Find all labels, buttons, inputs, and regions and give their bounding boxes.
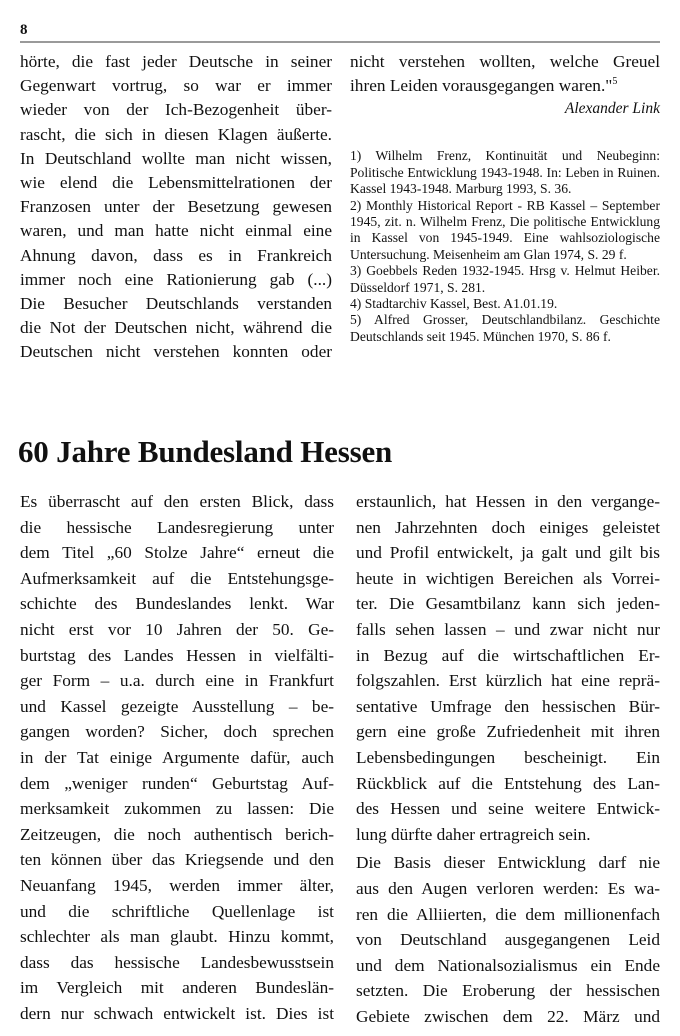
- text-line: nicht verstehen wollten, welche Greuel: [350, 52, 660, 71]
- text-line: in der Tat einige Argumente dafür, auch: [20, 747, 334, 767]
- text-line: ren die Alliierten, die dem millionenfach: [356, 904, 660, 924]
- text-line: Lebensbedingungen bescheinigt. Ein: [356, 747, 660, 767]
- text-line: und Kassel gezeigte Ausstellung – be-: [20, 696, 334, 716]
- text-line: Gegenwart vortrug, so war er immer: [20, 76, 332, 96]
- text-line: und Profil entwickelt, ja galt und gilt bis: [356, 543, 660, 563]
- text-line: gern eine große Zufriedenheit mit ihren: [356, 722, 660, 742]
- text-line: Gebiete zwischen dem 22. März und: [356, 1006, 660, 1026]
- footnotes: [350, 148, 660, 345]
- text-line: merksamkeit zukommen zu lassen: Die: [20, 799, 334, 819]
- text-line: im Vergleich mit anderen Bundeslän-: [20, 978, 334, 998]
- text-line: Neuanfang 1945, werden immer älter,: [20, 875, 334, 895]
- text-line: Rückblick auf die Entstehung des Lan-: [356, 773, 660, 793]
- text-line: Zeitzeugen, die noch authentisch berich-: [20, 824, 334, 844]
- text-line: die hessische Landesregierung unter: [20, 517, 334, 537]
- text-line: aus den Augen verloren werden: Es wa-: [356, 878, 660, 898]
- footnote: 2) Monthly Historical Report - RB Kassel – September 1945, zit. n. Wilhelm Frenz, Die politische Entwicklung in Kassel von 1945-1949. Eine wahlsoziologische Untersuchung. Meisenheim am Glan 1974, S. 29 f.: [350, 197, 660, 262]
- text-line: erstaunlich, hat Hessen in den vergange-: [356, 492, 660, 511]
- text-line: dern nur schwach entwickelt ist. Dies ist: [20, 1003, 334, 1023]
- text-line: und dem Nationalsozialismus ein Ende: [356, 955, 660, 975]
- text-line: nen Jahrzehnten doch einiges geleistet: [356, 517, 660, 537]
- text-line: in Bezug auf die wirtschaftlichen Er-: [356, 645, 660, 665]
- author-name: Alexander Link: [564, 100, 660, 118]
- text-line: Aufmerksamkeit auf die Entstehungsge-: [20, 568, 334, 588]
- text-line: ten können über das Kriegsende und den: [20, 850, 334, 870]
- text-line: rascht, die sich in diesen Klagen äußerte.: [20, 124, 332, 144]
- text-line: schichte des Bundeslandes lenkt. War: [20, 594, 334, 614]
- text-line: immer noch eine Rationierung gab (...): [20, 269, 332, 289]
- footnote: 4) Stadtarchiv Kassel, Best. A1.01.19.: [350, 296, 558, 312]
- footnote: 3) Goebbels Reden 1932-1945. Hrsg v. Helmut Heiber. Düsseldorf 1971, S. 281.: [350, 263, 660, 295]
- text-line: ter. Die Gesamtbilanz kann sich jeden-: [356, 594, 660, 614]
- text-line: Franzosen unter der Besetzung gewesen: [20, 197, 332, 217]
- text-line: dem Titel „60 Stolze Jahre“ erneut die: [20, 543, 334, 563]
- text-line: dass das hessische Landesbewusstsein: [20, 952, 334, 972]
- paragraph: [356, 489, 660, 847]
- text-line: Die Besucher Deutschlands verstanden: [20, 294, 332, 314]
- text-line: Die Basis dieser Entwicklung darf nie: [356, 853, 660, 873]
- text-line: wieder von der Ich-Bezogenheit über-: [20, 100, 332, 120]
- text-line: gangen worden? Sicher, doch sprechen: [20, 722, 334, 742]
- text-line: und die schriftliche Quellenlage ist: [20, 901, 334, 921]
- text-line: Es überrascht auf den ersten Blick, dass: [20, 492, 334, 511]
- prev-article-left-column: [20, 50, 332, 365]
- text-line: heute in wichtigen Bereichen als Vorrei-: [356, 568, 660, 588]
- text-line: Deutschen nicht verstehen konnten oder: [20, 342, 332, 362]
- header-rule: [20, 41, 660, 43]
- footnote: 1) Wilhelm Frenz, Kontinuität und Neubeginn: Politische Entwicklung 1943-1948. In: Leben in Ruinen. Kassel 1943-1948. Marburg 1993, S. 36.: [350, 148, 660, 197]
- text-line: waren, und man hatte nicht einmal eine: [20, 221, 332, 241]
- article-title: 60 Jahre Bundesland Hessen: [18, 434, 393, 469]
- text-line: des Hessen und seine weitere Entwick-: [356, 799, 660, 819]
- text-line: falls sehen lassen – und zwar nicht nur: [356, 619, 660, 639]
- text-line: folgszahlen. Erst kürzlich hat eine reprä-: [356, 671, 660, 691]
- prev-article-ending: [350, 50, 660, 98]
- text-line: wie elend die Lebensmittelrationen der: [20, 173, 332, 193]
- text-line: In Deutschland wollte man nicht wissen,: [20, 148, 332, 168]
- text-line: die Not der Deutschen nicht, während die: [20, 318, 332, 338]
- text-line-content: ihren Leiden vorausgegangen waren.": [350, 76, 613, 96]
- text-line: sentative Umfrage den hessischen Bür-: [356, 696, 660, 716]
- paragraph: [356, 850, 660, 1029]
- text-line: [350, 74, 660, 98]
- article-left-column: [20, 489, 334, 1026]
- text-line: ger Form – u.a. durch eine in Frankfurt: [20, 671, 334, 691]
- text-line: schlechter als man glaubt. Hinzu kommt,: [20, 927, 334, 947]
- text-line: von Deutschland ausgegangenen Leid: [356, 930, 660, 950]
- text-line: burtstag des Landes Hessen in vielfälti-: [20, 645, 334, 665]
- footnote: 5) Alfred Grosser, Deutschlandbilanz. Geschichte Deutschlands seit 1945. München 1970, S. 86 f.: [350, 312, 660, 344]
- text-line: Ahnung davon, dass es in Frankreich: [20, 245, 332, 265]
- text-line: hörte, die fast jeder Deutsche in seiner: [20, 52, 332, 71]
- page-number: 8: [20, 22, 28, 38]
- text-line: lung dürfte daher ertragreich sein.: [356, 824, 591, 844]
- text-line: dem „weniger runden“ Geburtstag Auf-: [20, 773, 334, 793]
- text-line: nicht erst vor 10 Jahren der 50. Ge-: [20, 619, 334, 639]
- prev-article-right-column: [350, 50, 660, 345]
- footnote-ref: 5: [612, 76, 618, 88]
- text-line: setzten. Die Eroberung der hessischen: [356, 981, 660, 1001]
- article-right-column: [356, 489, 660, 1029]
